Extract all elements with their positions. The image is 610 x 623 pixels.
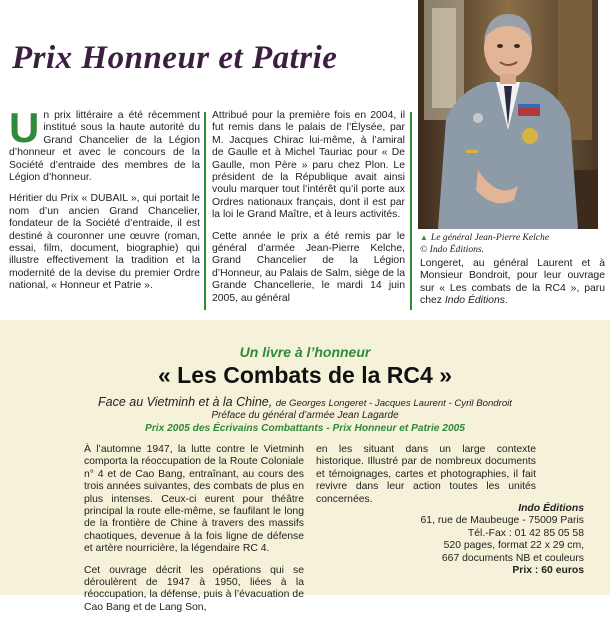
general-portrait-photo bbox=[418, 0, 598, 229]
publisher-phone: Tél.-Fax : 01 42 85 05 58 bbox=[467, 527, 584, 539]
triangle-bullet-icon: ▲ bbox=[420, 233, 428, 242]
article-column-1 bbox=[9, 104, 200, 302]
article-paragraph: Cette année le prix a été remis par le général d’armée Jean-Pierre Kelche, Grand Chancelier de la Légion d’Honneur, au Palais de Salm, siège de la Grande Chancellerie, le mardi 14 juin 2005, au général bbox=[212, 230, 405, 304]
publisher-info bbox=[354, 503, 584, 577]
paragraph-text: Longeret, au général Laurent et à Monsieur Bondroit, pour leur ouvrage sur « Les combats de la RC4 », paru chez bbox=[420, 258, 605, 307]
publisher-address: 61, rue de Maubeuge - 75009 Paris bbox=[420, 515, 584, 527]
photo-caption bbox=[420, 232, 606, 255]
caption-credit: © Indo Éditions. bbox=[420, 243, 485, 255]
book-kicker: Un livre à l’honneur bbox=[239, 344, 371, 360]
book-subtitle bbox=[0, 395, 610, 409]
authors-text: - Jacques Laurent - Cyril Bondroit bbox=[366, 398, 512, 409]
article-paragraph bbox=[420, 258, 605, 308]
book-price: Prix : 60 euros bbox=[512, 565, 584, 577]
portrait-illustration bbox=[418, 0, 598, 229]
book-title: « Les Combats de la RC4 » bbox=[158, 362, 452, 388]
drop-cap: U bbox=[9, 104, 40, 151]
publisher-name: Indo Éditions bbox=[444, 295, 505, 307]
book-documents: 667 documents NB et couleurs bbox=[441, 552, 584, 564]
column-divider bbox=[410, 112, 412, 310]
subtitle-text: Face au Vietminh et à la Chine, bbox=[98, 395, 273, 409]
book-paragraph: À l’automne 1947, la lutte contre le Vietminh comporta la réoccupation de la Route Coloniale n° 4 et de Cao Bang, entraînant, au cours des trois années suivantes, des combats de plus en plus intenses. Ceux-ci eurent pour théâtre principal la route elle-même, se faufilant le long de la frontière de Chine à travers des massifs chaotiques, devenue à la fois ligne de défense et artère nourricière, la légendaire RC 4. bbox=[84, 444, 304, 555]
paragraph-text: n prix littéraire a été récemment institué sous la haute autorité du Grand Chancelier de la Légion d’honneur et avec le concours de la Société d’entraide des membres de la Légion d’honneur. bbox=[9, 110, 200, 184]
article-paragraph bbox=[9, 104, 200, 184]
caption-line: Le général Jean-Pierre Kelche bbox=[430, 232, 550, 243]
article-column-2 bbox=[212, 110, 405, 314]
book-paragraph: Cet ouvrage décrit les opérations qui se déroulèrent de 1947 à 1950, liées à la réoccupation, la défense, puis à l’évacuation de Cao Bang et de Lang Son, bbox=[84, 564, 304, 613]
article-title: Prix Honneur et Patrie bbox=[12, 40, 338, 76]
article-paragraph: Héritier du Prix « DUBAIL », qui portait le nom d’un ancien Grand Chancelier, fondateur de la Société d’entraide, il est destiné à couronner une œuvre (roman, essai, film, document, biographie) qui illustre effectivement la tradition et la modernité de la devise du premier Ordre national, « Honneur et Patrie ». bbox=[9, 193, 200, 292]
paragraph-text: . bbox=[504, 295, 508, 307]
article-column-3 bbox=[420, 258, 605, 317]
article-paragraph: Attribué pour la première fois en 2004, il fut remis dans le palais de l’Élysée, par M. Jacques Chirac lui-même, à l’amiral de Gaulle et à Michel Tauriac pour « De Gaulle, mon Père » paru chez Plon. Le président de la République avait ainsi voulu marquer tout l’intérêt qu’il porte aux Ordres nationaux français, dont il est par la loi le Grand Maître, et à leurs activités. bbox=[212, 110, 405, 221]
book-format: 520 pages, format 22 x 29 cm, bbox=[443, 540, 584, 552]
book-column-1 bbox=[84, 444, 304, 623]
column-divider bbox=[204, 112, 206, 310]
authors-text: de Georges Longeret bbox=[275, 398, 367, 409]
publisher-name: Indo Éditions bbox=[518, 503, 584, 514]
book-award: Prix 2005 des Écrivains Combattants - Prix Honneur et Patrie 2005 bbox=[145, 423, 465, 434]
book-preface: Préface du général d’armée Jean Lagarde bbox=[211, 410, 399, 421]
book-paragraph: en les situant dans un large contexte historique. Illustré par de nombreux documents et témoignages, cartes et photographies, il fait revivre dans leur action toutes les unités concernées. bbox=[316, 444, 536, 505]
